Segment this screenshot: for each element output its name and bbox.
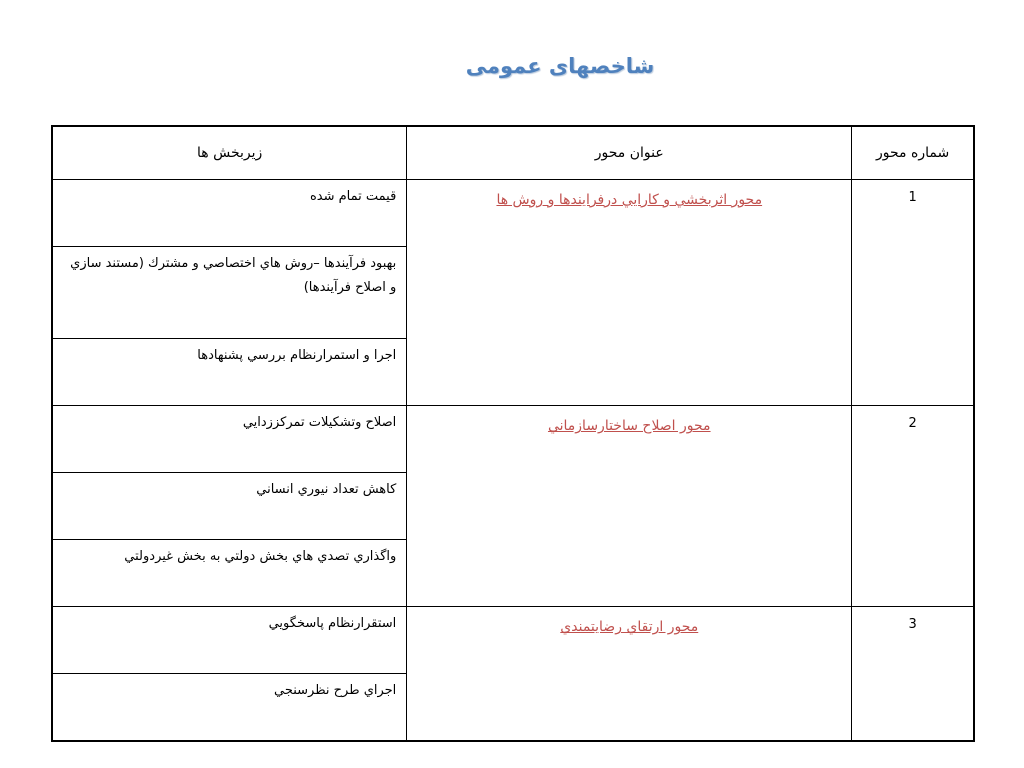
axis-title-cell-3 bbox=[407, 607, 852, 741]
table-row bbox=[52, 406, 974, 473]
subsection-item: اصلاح وتشكيلات تمركززدايي bbox=[52, 406, 407, 473]
axis-number-2: 2 bbox=[852, 406, 974, 607]
header-subsections: زيربخش ها bbox=[52, 126, 407, 180]
table-header-row bbox=[52, 126, 974, 180]
table-row bbox=[52, 607, 974, 674]
page-title: شاخصهای عمومی bbox=[465, 54, 655, 78]
axis-title-cell-2 bbox=[407, 406, 852, 607]
axis-number-1: 1 bbox=[852, 180, 974, 406]
subsection-item: استقرارنظام پاسخگويي bbox=[52, 607, 407, 674]
header-axis-number: شماره محور bbox=[852, 126, 974, 180]
subsection-item: كاهش تعداد نيوري انساني bbox=[52, 473, 407, 540]
axis-title-link-3[interactable]: محور ارتقاي رضايتمندي bbox=[560, 619, 699, 636]
subsection-item: اجراي طرح نظرسنجي bbox=[52, 674, 407, 741]
axis-title-cell-1 bbox=[407, 180, 852, 406]
header-axis-title: عنوان محور bbox=[407, 126, 852, 180]
indicators-table bbox=[51, 125, 975, 742]
subsection-item: اجرا و استمرارنظام بررسي پشنهادها bbox=[52, 339, 407, 406]
table-row bbox=[52, 180, 974, 247]
axis-number-3: 3 bbox=[852, 607, 974, 741]
subsection-item: قيمت تمام شده bbox=[52, 180, 407, 247]
axis-title-link-1[interactable]: محور اثربخشي و كارايي درفرايندها و روش ها bbox=[496, 192, 763, 208]
subsection-item: واگذاري تصدي هاي بخش دولتي به بخش غيردولتي bbox=[52, 540, 407, 607]
subsection-item: بهبود فرآيندها –روش هاي اختصاصي و مشترك (مستند سازي و اصلاح فرآيندها) bbox=[52, 247, 407, 339]
axis-title-link-2[interactable]: محور اصلاح ساختارسازماني bbox=[547, 418, 711, 435]
